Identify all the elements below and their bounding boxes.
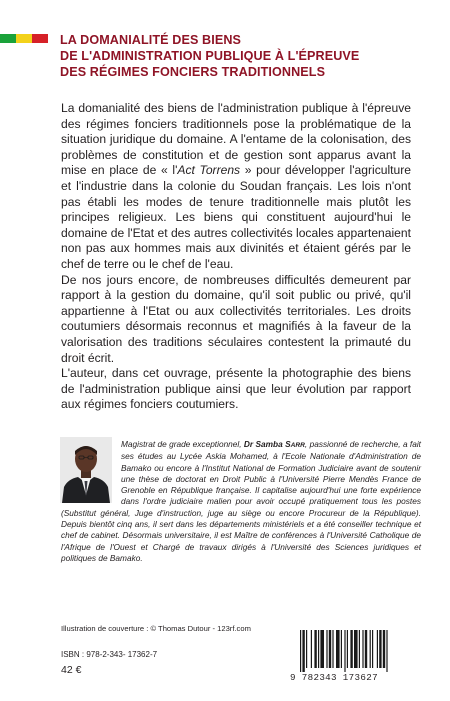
barcode-bar (311, 630, 312, 668)
bio-text: , passionné de recherche, a fait ses études au Lycée Askia Mohamed, à l'Ecole Nationale d'Administration de Bamako ou encore à l'Institut National de Formation Judiciaire avant de soutenir une thèse de doctorat en Droit Public à l'Université Pierre Mendès France de Grenoble en République française. Il capitalise aujourd'hui une forte expérience dans l'ordre judiciaire malien pour avoir occupé pratiquement tous les postes (Substitut général, Juge d'instruction, juge au siège ou encore Procureur de la République). Depuis bientôt cinq ans, il sert dans les départements ministériels et a été conseiller technique et chef de cabinet. Désormais universitaire, il est Maître de conférences à l'Université Catholique de l'Afrique de l'Ouest et Chargé de travaux dirigés à l'Université des Sciences juridiques et politiques de Bamako. (61, 439, 421, 563)
barcode-bar (370, 630, 371, 668)
cover-credit: Illustration de couverture : © Thomas Dutour - 123rf.com (61, 624, 251, 633)
author-name-main: Dr Samba S (243, 439, 291, 449)
flag-red-band (32, 34, 48, 43)
barcode-bar (372, 630, 373, 668)
price: 42 € (61, 664, 82, 676)
barcode-bar (341, 630, 342, 668)
title-line-1: LA DOMANIALITÉ DES BIENS (60, 33, 242, 47)
summary-paragraph-2: De nos jours encore, de nombreuses difficultés demeurent par rapport à la gestion du domaine, qu'il soit public ou privé, qu'il appartienne à l'Etat ou aux collectivités territoriales. Les droits coutumiers désormais reconnus et magnifiés à la faveur de la valorisation des traditions séculaires contestent la primauté du droit écrit. (61, 272, 411, 365)
barcode-digits: 9 782343 173627 (290, 672, 378, 683)
summary-paragraph-3: L'auteur, dans cet ouvrage, présente la photographie des biens de l'administration publique ainsi que leur évolution par rapport aux régimes fonciers coutumiers. (61, 366, 411, 412)
title-line-3: DES RÉGIMES FONCIERS TRADITIONNELS (60, 65, 326, 79)
barcode-bar (379, 630, 381, 668)
isbn-barcode (290, 630, 420, 684)
barcode-bar (383, 630, 385, 668)
barcode-bar (347, 630, 348, 668)
barcode-bar (318, 630, 319, 668)
flag-yellow-band (16, 34, 32, 43)
mali-flag-strip (0, 34, 48, 43)
barcode-bar (302, 630, 304, 672)
barcode-bar (362, 630, 363, 668)
book-title (60, 32, 440, 80)
barcode-bar (320, 630, 324, 668)
author-bio (61, 439, 421, 564)
act-torrens-term: Act Torrens (177, 163, 241, 178)
barcode-bar (336, 630, 340, 668)
barcode-bar (354, 630, 358, 668)
author-name-smallcaps: ARR (290, 442, 305, 449)
summary-paragraph-1 (61, 101, 411, 273)
barcode-bar (344, 630, 345, 672)
summary-p1-b: » pour développer l'agriculture et l'industrie dans la colonie du Soudan français. Les lois n'ont pas établi les modes de tenure traditionnelle mais plutôt les principes religieux. Les biens qui constituent aujourd'hui le domaine de l'Etat et des autres collectivités locales appartenaient non pas aux hommes mais aux divinités et étaient gérés par le chef de terre ou le chef de l'eau. (61, 163, 412, 271)
summary-p1-a: La domanialité des biens de l'administration publique à l'épreuve des régimes fonciers traditionnels pose la problématique de la situation juridique du domaine. A l'entame de la colonisation, des problèmes de constitution et de gestion sont apparus avant la mise en place de « l' (61, 101, 411, 178)
photo-space (61, 439, 121, 501)
barcode-bar (329, 630, 331, 668)
barcode-bars (290, 630, 420, 672)
barcode-bar (306, 630, 307, 668)
bio-lead: Magistrat de grade exceptionnel, (121, 439, 244, 449)
barcode-bar (326, 630, 327, 668)
title-line-2: DE L'ADMINISTRATION PUBLIQUE À L'ÉPREUVE (60, 49, 360, 63)
barcode-bar (300, 630, 301, 672)
isbn: ISBN : 978-2-343- 17362-7 (61, 650, 158, 659)
barcode-bar (332, 630, 333, 668)
barcode-bar (314, 630, 316, 668)
barcode-bar (377, 630, 378, 668)
flag-green-band (0, 34, 16, 43)
barcode-bar (365, 630, 367, 668)
barcode-bar (350, 630, 352, 668)
barcode-bar (359, 630, 360, 668)
barcode-bar (386, 630, 387, 672)
author-name (244, 439, 305, 449)
summary-text (61, 101, 411, 413)
